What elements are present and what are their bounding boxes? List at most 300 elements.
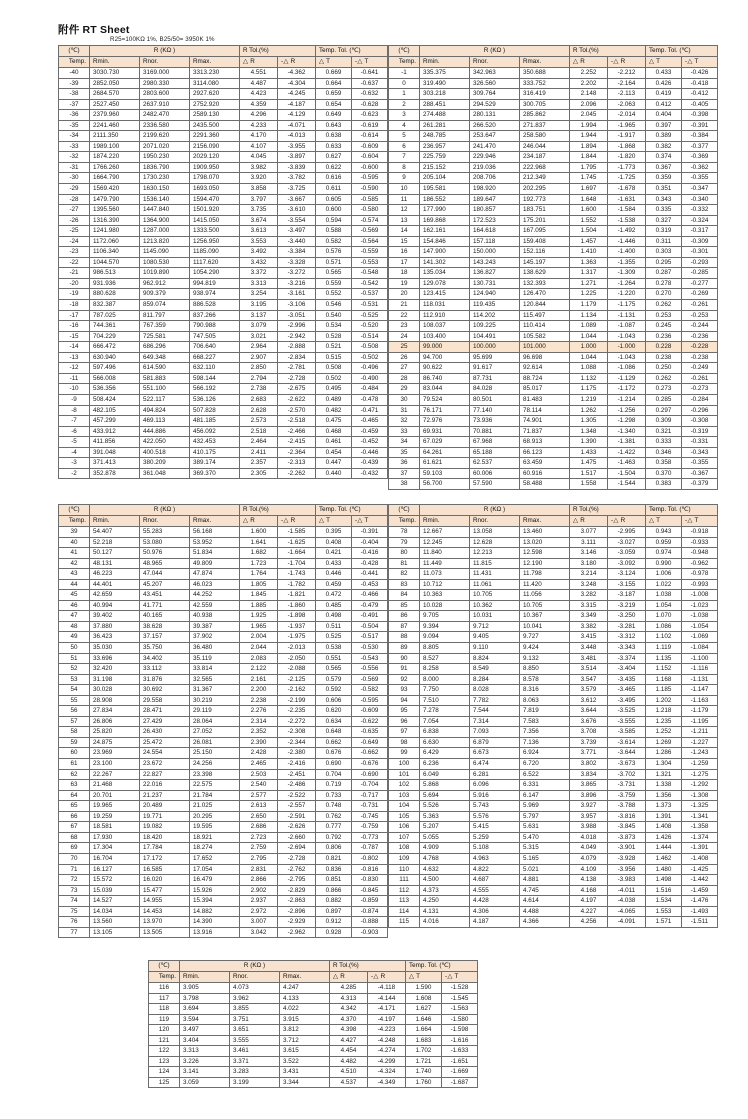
cell-rmin: 566.008 [90,373,140,384]
cell-delta-r-pos: 1.745 [570,173,608,184]
cell-temp: -22 [59,257,90,268]
cell-rnor: 25.472 [140,737,190,748]
cell-delta-t-pos: 0.943 [646,527,682,538]
cell-delta-r-pos: 4.256 [570,917,608,928]
cell-temp: 27 [389,363,420,374]
rt-table-mid-left [58,504,388,938]
table-row [59,790,388,801]
cell-delta-r-neg: -3.059 [608,548,646,559]
cell-delta-t-pos: 0.343 [646,194,682,205]
rt-table-top-right [388,45,718,490]
cell-rmax: 26.081 [190,737,240,748]
cell-delta-t-neg: -0.874 [352,906,388,917]
cell-delta-r-pos: 1.134 [570,310,608,321]
cell-temp: 31 [389,405,420,416]
header-delta-r-pos: △ R [570,516,608,527]
cell-rnor: 1287.000 [140,226,190,237]
cell-rmax: 5.969 [520,801,570,812]
cell-delta-t-pos: 0.367 [646,162,682,173]
cell-delta-r-pos: 4.045 [240,152,278,163]
cell-delta-t-neg: -0.319 [682,426,718,437]
table-row [59,927,388,938]
cell-rmax: 1054.290 [190,268,240,279]
header-row-groups [389,505,718,516]
cell-temp: 21 [389,300,420,311]
cell-rmin: 10.363 [420,590,470,601]
cell-temp: 7 [389,152,420,163]
cell-rmin: 46.223 [90,569,140,580]
cell-rnor: 14.955 [140,896,190,907]
cell-delta-t-neg: -0.585 [352,194,388,205]
cell-rnor: 180.857 [470,205,520,216]
cell-rmax: 456.092 [190,426,240,437]
cell-delta-t-pos: 1.760 [406,1077,442,1088]
cell-delta-t-pos: 0.806 [316,843,352,854]
cell-temp: -37 [59,99,90,110]
table-row [389,632,718,643]
cell-rmin: 236.957 [420,141,470,152]
cell-delta-t-neg: -0.391 [352,527,388,538]
cell-delta-r-neg: -1.584 [608,205,646,216]
header-group-temp-tolerance: Temp. Tol. (℃) [406,961,478,972]
cell-delta-r-neg: -3.328 [278,257,316,268]
table-row [389,236,718,247]
cell-delta-r-neg: -3.610 [278,205,316,216]
cell-rnor: 41.771 [140,600,190,611]
cell-delta-r-neg: -2.272 [278,716,316,727]
cell-rmin: 17.304 [90,843,140,854]
cell-rmin: 52.218 [90,537,140,548]
cell-delta-r-neg: -2.415 [278,437,316,448]
cell-rnor: 15.477 [140,885,190,896]
cell-rnor: 57.590 [470,479,520,490]
cell-rmin: 16.127 [90,864,140,875]
cell-delta-t-neg: -0.569 [352,674,388,685]
cell-rmax: 24.256 [190,759,240,770]
cell-delta-r-neg: -1.463 [608,458,646,469]
cell-delta-t-neg: -0.504 [352,621,388,632]
cell-delta-t-pos: 1.590 [406,983,442,994]
cell-delta-t-pos: 0.426 [646,78,682,89]
table-row [59,363,388,374]
table-row [389,437,718,448]
cell-temp: -14 [59,342,90,353]
cell-temp: 47 [59,611,90,622]
cell-delta-r-pos: 3.644 [570,706,608,717]
cell-delta-t-neg: -0.277 [682,278,718,289]
cell-delta-t-neg: -0.530 [352,643,388,654]
cell-temp: 92 [389,674,420,685]
cell-delta-r-neg: -1.220 [608,289,646,300]
cell-temp: 24 [389,331,420,342]
cell-rmin: 118.031 [420,300,470,311]
cell-delta-r-neg: -2.416 [278,759,316,770]
cell-delta-r-pos: 3.382 [570,621,608,632]
cell-rmin: 6.236 [420,759,470,770]
cell-rnor: 4.073 [230,983,280,994]
cell-delta-t-neg: -0.309 [682,236,718,247]
cell-delta-t-pos: 1.373 [646,801,682,812]
cell-rnor: 91.617 [470,363,520,374]
cell-delta-t-pos: 0.262 [646,373,682,384]
cell-delta-r-neg: -3.955 [278,141,316,152]
cell-rmin: 28.908 [90,695,140,706]
cell-delta-t-neg: -0.238 [682,352,718,363]
cell-delta-t-neg: -1.325 [682,801,718,812]
cell-temp: 84 [389,590,420,601]
cell-delta-t-pos: 0.408 [316,537,352,548]
cell-delta-t-neg: -0.404 [352,537,388,548]
header-rnor: Rnor. [470,57,520,68]
cell-temp: -28 [59,194,90,205]
cell-delta-t-pos: 0.588 [316,226,352,237]
cell-rnor: 47.044 [140,569,190,580]
cell-delta-r-neg: -3.702 [608,769,646,780]
cell-delta-r-pos: 2.683 [240,394,278,405]
cell-rmin: 3.497 [180,1025,230,1036]
table-row [389,184,718,195]
cell-temp: 26 [389,352,420,363]
cell-rnor: 1730.230 [140,173,190,184]
cell-delta-r-neg: -2.942 [278,331,316,342]
cell-rmin: 457.299 [90,416,140,427]
cell-delta-r-neg: -3.124 [608,569,646,580]
header-delta-t-pos: △ T [646,57,682,68]
cell-delta-r-neg: -3.585 [608,727,646,738]
cell-rnor: 143.243 [470,257,520,268]
table-row [59,527,388,538]
cell-delta-t-pos: 0.959 [646,537,682,548]
cell-delta-t-pos: 0.475 [316,416,352,427]
cell-delta-t-neg: -0.261 [682,373,718,384]
cell-delta-r-pos: 4.342 [330,1004,368,1015]
cell-rmax: 152.116 [520,247,570,258]
cell-delta-r-neg: -2.929 [278,917,316,928]
cell-rmax: 886.528 [190,300,240,311]
cell-delta-t-pos: 1.321 [646,769,682,780]
cell-rnor: 24.554 [140,748,190,759]
cell-rnor: 30.692 [140,685,190,696]
cell-delta-r-neg: -3.051 [278,310,316,321]
cell-delta-r-neg: -2.728 [278,853,316,864]
header-delta-t-neg: -△ T [682,57,718,68]
cell-temp: -35 [59,120,90,131]
cell-delta-t-pos: 0.616 [316,173,352,184]
cell-temp: 86 [389,611,420,622]
cell-delta-r-pos: 3.613 [240,226,278,237]
table-row [389,885,718,896]
cell-delta-t-neg: -1.442 [682,875,718,886]
cell-delta-t-pos: 0.669 [316,68,352,79]
cell-delta-t-neg: -0.405 [682,99,718,110]
cell-delta-t-pos: 0.643 [316,120,352,131]
cell-delta-t-neg: -0.517 [352,632,388,643]
table-row [389,226,718,237]
cell-rmin: 7.510 [420,695,470,706]
cell-temp: 8 [389,162,420,173]
table-row [389,131,718,142]
cell-rnor: 1213.820 [140,236,190,247]
cell-delta-t-neg: -1.391 [682,843,718,854]
cell-delta-r-neg: -4.245 [278,89,316,100]
cell-delta-r-neg: -3.374 [608,653,646,664]
cell-delta-r-pos: 1.262 [570,405,608,416]
cell-delta-t-pos: 1.356 [646,790,682,801]
header-temp: Temp. [389,57,420,68]
cell-delta-r-neg: -1.000 [608,342,646,353]
cell-rmax: 316.419 [520,89,570,100]
cell-delta-t-pos: 1.627 [406,1004,442,1015]
cell-delta-t-pos: 0.459 [316,579,352,590]
cell-delta-r-neg: -1.309 [608,268,646,279]
cell-rnor: 109.225 [470,321,520,332]
cell-rmax: 222.968 [520,162,570,173]
header-delta-t-pos: △ T [316,516,352,527]
cell-delta-t-pos: 1.304 [646,759,682,770]
cell-delta-t-neg: -0.253 [682,310,718,321]
cell-delta-r-pos: 4.427 [330,1035,368,1046]
cell-delta-r-neg: -3.554 [278,215,316,226]
cell-rmin: 6.838 [420,727,470,738]
cell-rnor: 19.082 [140,822,190,833]
cell-delta-t-neg: -0.859 [352,896,388,907]
cell-temp: 61 [59,759,90,770]
cell-delta-t-pos: 1.553 [646,906,682,917]
cell-rmax: 8.316 [520,685,570,696]
header-delta-r-neg: -△ R [278,516,316,527]
cell-delta-r-pos: 3.111 [570,537,608,548]
cell-delta-r-neg: -1.129 [608,373,646,384]
cell-rnor: 13.970 [140,917,190,928]
cell-delta-r-pos: 3.315 [570,600,608,611]
cell-temp: 59 [59,737,90,748]
cell-delta-t-pos: 0.346 [646,447,682,458]
cell-rmin: 288.451 [420,99,470,110]
cell-delta-t-pos: 0.245 [646,321,682,332]
cell-delta-t-neg: -0.628 [352,99,388,110]
cell-delta-r-pos: 4.487 [240,78,278,89]
cell-rmin: 5.868 [420,780,470,791]
cell-rmax: 10.041 [520,621,570,632]
table-row [389,247,718,258]
cell-temp: 100 [389,759,420,770]
table-row [59,643,388,654]
cell-rmax: 12.190 [520,558,570,569]
cell-delta-r-pos: 1.271 [570,278,608,289]
cell-rmin: 14.527 [90,896,140,907]
cell-rmin: 1241.980 [90,226,140,237]
cell-rmax: 19.595 [190,822,240,833]
cell-temp: 113 [389,896,420,907]
cell-rnor: 43.451 [140,590,190,601]
header-row-columns [59,516,388,527]
cell-rmax: 40.938 [190,611,240,622]
cell-rmin: 11.073 [420,569,470,580]
cell-temp: 121 [149,1035,180,1046]
cell-delta-r-pos: 4.454 [330,1046,368,1057]
table-row [149,1004,478,1015]
cell-rmin: 20.701 [90,790,140,801]
cell-rmin: 2111.350 [90,131,140,142]
cell-rnor: 380.209 [140,458,190,469]
header-rmax: Rmax. [520,516,570,527]
cell-delta-t-pos: 1.571 [646,917,682,928]
cell-delta-t-neg: -1.528 [442,983,478,994]
header-unit-celsius: (℃) [149,961,180,972]
header-delta-t-pos: △ T [646,516,682,527]
cell-rmax: 27.052 [190,727,240,738]
cell-delta-r-neg: -4.038 [608,896,646,907]
table-row [389,759,718,770]
cell-rmin: 103.400 [420,331,470,342]
cell-rmin: 215.152 [420,162,470,173]
cell-rnor: 48.965 [140,558,190,569]
cell-delta-r-neg: -2.212 [608,68,646,79]
cell-delta-r-neg: -1.898 [278,611,316,622]
cell-rmax: 1693.050 [190,184,240,195]
table-row [59,131,388,142]
cell-delta-t-neg: -0.595 [352,695,388,706]
cell-rnor: 62.537 [470,458,520,469]
cell-delta-t-pos: 0.447 [316,458,352,469]
cell-temp: 32 [389,416,420,427]
cell-delta-r-neg: -1.172 [608,384,646,395]
cell-delta-t-neg: -0.802 [352,853,388,864]
rt-table-bottom [148,960,478,1088]
cell-delta-t-neg: -0.269 [682,289,718,300]
header-temp: Temp. [149,972,180,983]
cell-rnor: 253.647 [470,131,520,142]
cell-delta-r-neg: -3.673 [608,759,646,770]
cell-delta-r-neg: -3.816 [608,811,646,822]
cell-delta-r-pos: 1.433 [570,447,608,458]
cell-rnor: 37.157 [140,632,190,643]
cell-rmax: 51.834 [190,548,240,559]
cell-temp: 120 [149,1025,180,1036]
cell-delta-r-pos: 2.907 [240,352,278,363]
cell-delta-r-neg: -1.298 [608,416,646,427]
table-row [389,162,718,173]
cell-rmax: 410.175 [190,447,240,458]
cell-rmin: 13.105 [90,927,140,938]
cell-rmax: 92.614 [520,363,570,374]
cell-delta-t-pos: 0.321 [646,426,682,437]
cell-rmax: 790.988 [190,321,240,332]
table-block-bottom [148,960,478,1088]
cell-temp: 106 [389,822,420,833]
cell-delta-r-neg: -1.340 [608,426,646,437]
cell-delta-r-neg: -3.435 [608,674,646,685]
cell-rmin: 11.840 [420,548,470,559]
cell-rmax: 706.640 [190,342,240,353]
table-row [59,906,388,917]
cell-temp: 112 [389,885,420,896]
cell-temp: -39 [59,78,90,89]
cell-rmax: 3.712 [280,1035,330,1046]
header-group-temp-tolerance: Temp. Tol. (℃) [316,505,388,516]
cell-delta-t-pos: 1.202 [646,695,682,706]
cell-rmax: 6.331 [520,780,570,791]
cell-rnor: 5.415 [470,822,520,833]
cell-rmax: 2927.620 [190,89,240,100]
cell-temp: 119 [149,1014,180,1025]
cell-rnor: 4.822 [470,864,520,875]
cell-rmax: 3.431 [280,1067,330,1078]
cell-rmax: 3114.080 [190,78,240,89]
cell-rmin: 69.931 [420,426,470,437]
cell-rmin: 90.622 [420,363,470,374]
header-row-columns [389,516,718,527]
cell-temp: 105 [389,811,420,822]
cell-rmax: 101.000 [520,342,570,353]
cell-delta-t-pos: 0.489 [316,394,352,405]
table-row [59,685,388,696]
cell-delta-t-neg: -1.227 [682,737,718,748]
cell-delta-t-pos: 0.382 [646,141,682,152]
cell-rmin: 141.302 [420,257,470,268]
cell-delta-t-neg: -1.292 [682,780,718,791]
cell-rnor: 70.881 [470,426,520,437]
cell-rmin: 13.560 [90,917,140,928]
cell-rmax: 4.614 [520,896,570,907]
cell-temp: 70 [59,853,90,864]
table-row [389,152,718,163]
cell-delta-t-neg: -0.412 [682,89,718,100]
cell-rmin: 42.659 [90,590,140,601]
cell-rnor: 17.172 [140,853,190,864]
header-group-resistance: R (KΩ ) [420,505,570,516]
cell-rmax: 14.882 [190,906,240,917]
cell-delta-r-neg: -3.312 [608,632,646,643]
cell-temp: 87 [389,621,420,632]
cell-rmax: 4.745 [520,885,570,896]
cell-delta-t-neg: -0.273 [682,384,718,395]
cell-rmax: 7.136 [520,737,570,748]
cell-delta-r-neg: -1.725 [608,173,646,184]
cell-temp: 22 [389,310,420,321]
cell-delta-t-pos: 0.228 [646,342,682,353]
cell-rmax: 598.144 [190,373,240,384]
cell-rnor: 4.687 [470,875,520,886]
cell-temp: 111 [389,875,420,886]
cell-temp: 118 [149,1004,180,1015]
cell-temp: 102 [389,780,420,791]
cell-rmin: 3.141 [180,1067,230,1078]
cell-rnor: 33.112 [140,664,190,675]
table-row [389,801,718,812]
cell-rmax: 167.095 [520,226,570,237]
cell-delta-t-pos: 1.646 [406,1014,442,1025]
cell-delta-r-neg: -4.274 [368,1046,406,1057]
cell-delta-r-pos: 1.225 [570,289,608,300]
cell-rmin: 12.245 [420,537,470,548]
table-row [389,278,718,289]
cell-rnor: 8.284 [470,674,520,685]
cell-delta-t-pos: 0.551 [316,653,352,664]
cell-delta-t-pos: 0.404 [646,110,682,121]
cell-delta-t-neg: -0.452 [352,437,388,448]
cell-delta-t-pos: 0.262 [646,300,682,311]
cell-temp: 52 [59,664,90,675]
cell-rmin: 8.000 [420,674,470,685]
cell-delta-r-pos: 3.248 [570,579,608,590]
cell-delta-r-pos: 3.432 [240,257,278,268]
cell-rmax: 12.598 [520,548,570,559]
cell-delta-t-neg: -0.609 [352,706,388,717]
cell-delta-t-pos: 0.634 [316,716,352,727]
cell-rnor: 6.096 [470,780,520,791]
cell-rmin: 35.030 [90,643,140,654]
